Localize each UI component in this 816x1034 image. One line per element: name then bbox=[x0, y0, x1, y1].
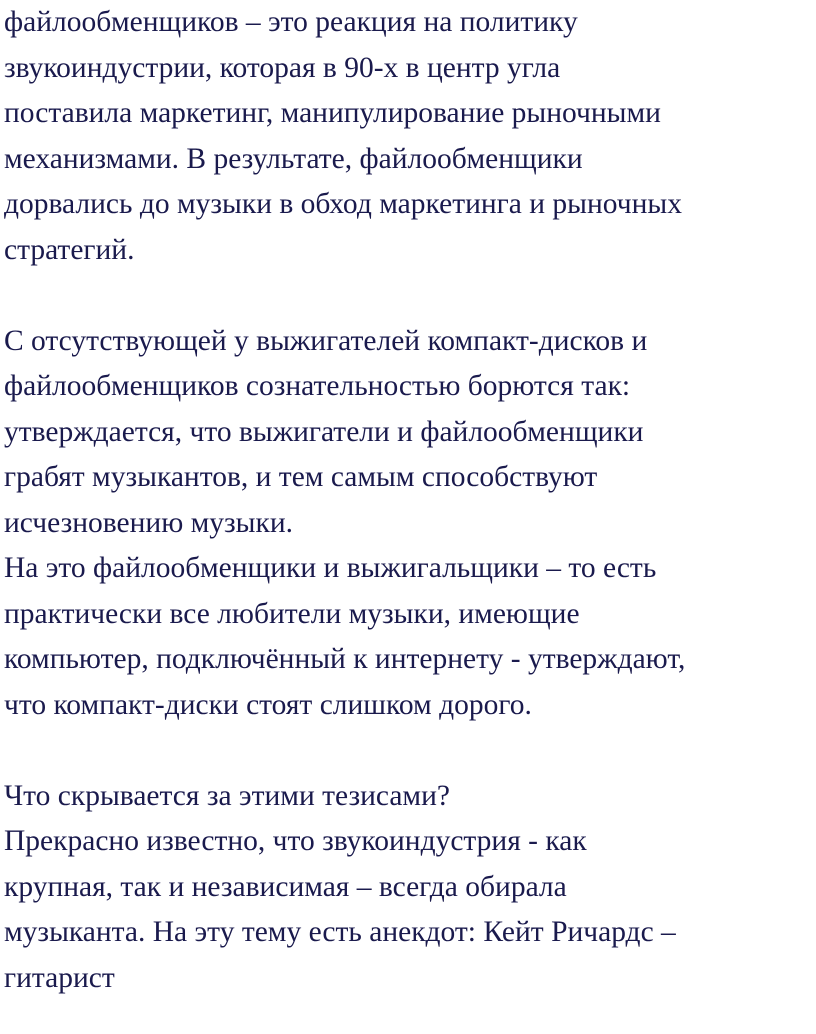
text-line: музыканта. На эту тему есть анекдот: Кейт Ричардс – bbox=[4, 916, 676, 948]
text-line: утверждается, что выжигатели и файлообменщики bbox=[4, 415, 644, 448]
document-body bbox=[4, 0, 816, 1001]
paragraph-3 bbox=[4, 774, 816, 1002]
paragraph-2 bbox=[4, 319, 816, 729]
paragraph-spacer bbox=[4, 273, 816, 319]
paragraph-spacer bbox=[4, 728, 816, 774]
text-line: стратегий. bbox=[4, 233, 135, 266]
text-line: файлообменщиков – это реакция на политику bbox=[4, 6, 578, 38]
text-line: грабят музыкантов, и тем самым способствуют bbox=[4, 461, 598, 493]
text-line: На это файлообменщики и выжигальщики – то есть bbox=[4, 552, 657, 584]
paragraph-1 bbox=[4, 0, 816, 273]
text-line: практически все любители музыки, имеющие bbox=[4, 597, 580, 630]
text-line: исчезновению музыки. bbox=[4, 506, 293, 539]
text-line: Что скрывается за этими тезисами? bbox=[4, 779, 450, 812]
text-line: крупная, так и независимая – всегда обирала bbox=[4, 870, 567, 903]
text-line: Прекрасно известно, что звукоиндустрия - как bbox=[4, 825, 587, 857]
text-line: что компакт-диски стоят слишком дорого. bbox=[4, 688, 532, 721]
text-line: файлообменщиков сознательностью борются так: bbox=[4, 370, 631, 402]
text-line: дорвались до музыки в обход маркетинга и рыночных bbox=[4, 188, 682, 220]
text-line: С отсутствующей у выжигателей компакт-дисков и bbox=[4, 324, 648, 357]
text-line: механизмами. В результате, файлообменщики bbox=[4, 142, 583, 175]
text-line: поставила маркетинг, манипулирование рыночными bbox=[4, 97, 661, 129]
text-line: компьютер, подключённый к интернету - утверждают, bbox=[4, 643, 686, 675]
text-line: гитарист bbox=[4, 961, 115, 994]
text-line: звукоиндустрии, которая в 90-х в центр угла bbox=[4, 51, 561, 84]
